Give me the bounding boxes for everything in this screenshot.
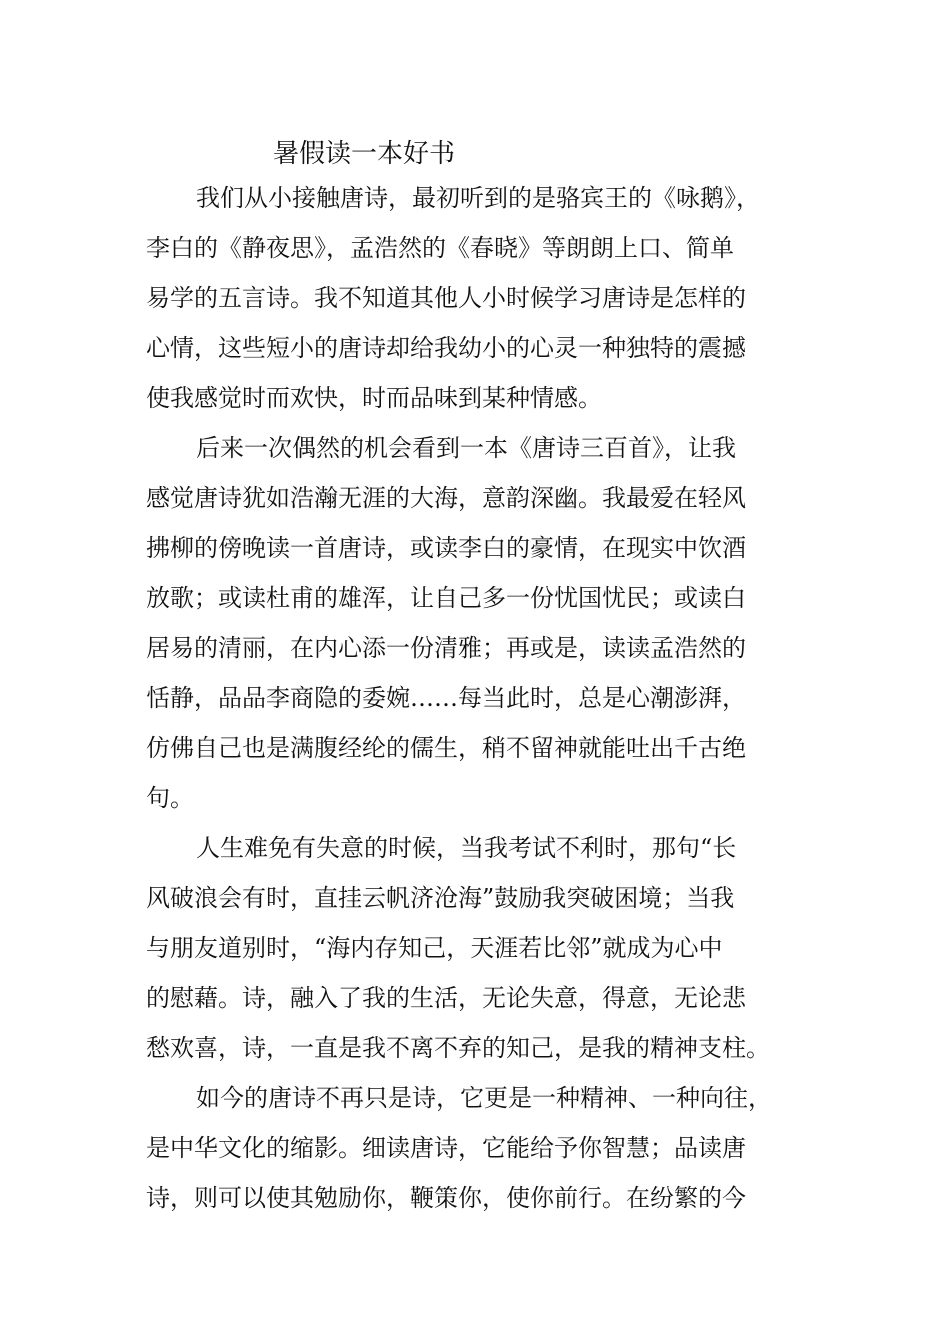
text-line: 使我感觉时而欢快，时而品味到某种情感。 (146, 384, 602, 412)
text-line: 风破浪会有时，直挂云帆济沧海”鼓励我突破困境；当我 (146, 884, 735, 912)
text-line: 心情，这些短小的唐诗却给我幼小的心灵一种独特的震撼 (146, 334, 746, 362)
text-line: 拂柳的傍晚读一首唐诗，或读李白的豪情，在现实中饮酒 (146, 534, 746, 562)
text-line: 易学的五言诗。我不知道其他人小时候学习唐诗是怎样的 (146, 284, 746, 312)
text-line: 居易的清丽，在内心添一份清雅；再或是，读读孟浩然的 (146, 634, 746, 662)
text-line: 诗，则可以使其勉励你，鞭策你，使你前行。在纷繁的今 (146, 1184, 746, 1212)
text-line: 如今的唐诗不再只是诗，它更是一种精神、一种向往， (196, 1084, 772, 1112)
text-line: 的慰藉。诗，融入了我的生活，无论失意，得意，无论悲 (146, 984, 746, 1012)
text-line: 愁欢喜，诗，一直是我不离不弃的知己，是我的精神支柱。 (146, 1034, 770, 1062)
text-line: 与朋友道别时，“海内存知己，天涯若比邻”就成为心中 (146, 934, 723, 962)
text-line: 后来一次偶然的机会看到一本《唐诗三百首》，让我 (196, 434, 736, 462)
text-line: 放歌；或读杜甫的雄浑，让自己多一份忧国忧民；或读白 (146, 584, 746, 612)
text-line: 人生难免有失意的时候，当我考试不利时，那句“长 (196, 834, 737, 862)
text-line: 李白的《静夜思》，孟浩然的《春晓》等朗朗上口、简单 (146, 234, 734, 262)
text-line: 句。 (146, 784, 194, 812)
text-line: 感觉唐诗犹如浩瀚无涯的大海，意韵深幽。我最爱在轻风 (146, 484, 746, 512)
text-line: 恬静，品品李商隐的委婉……每当此时，总是心潮澎湃， (146, 684, 746, 712)
text-line: 是中华文化的缩影。细读唐诗，它能给予你智慧；品读唐 (146, 1134, 746, 1162)
text-line: 我们从小接触唐诗，最初听到的是骆宾王的《咏鹅》， (196, 184, 760, 212)
text-line: 仿佛自己也是满腹经纶的儒生，稍不留神就能吐出千古绝 (146, 734, 746, 762)
document-title: 暑假读一本好书 (273, 139, 456, 169)
